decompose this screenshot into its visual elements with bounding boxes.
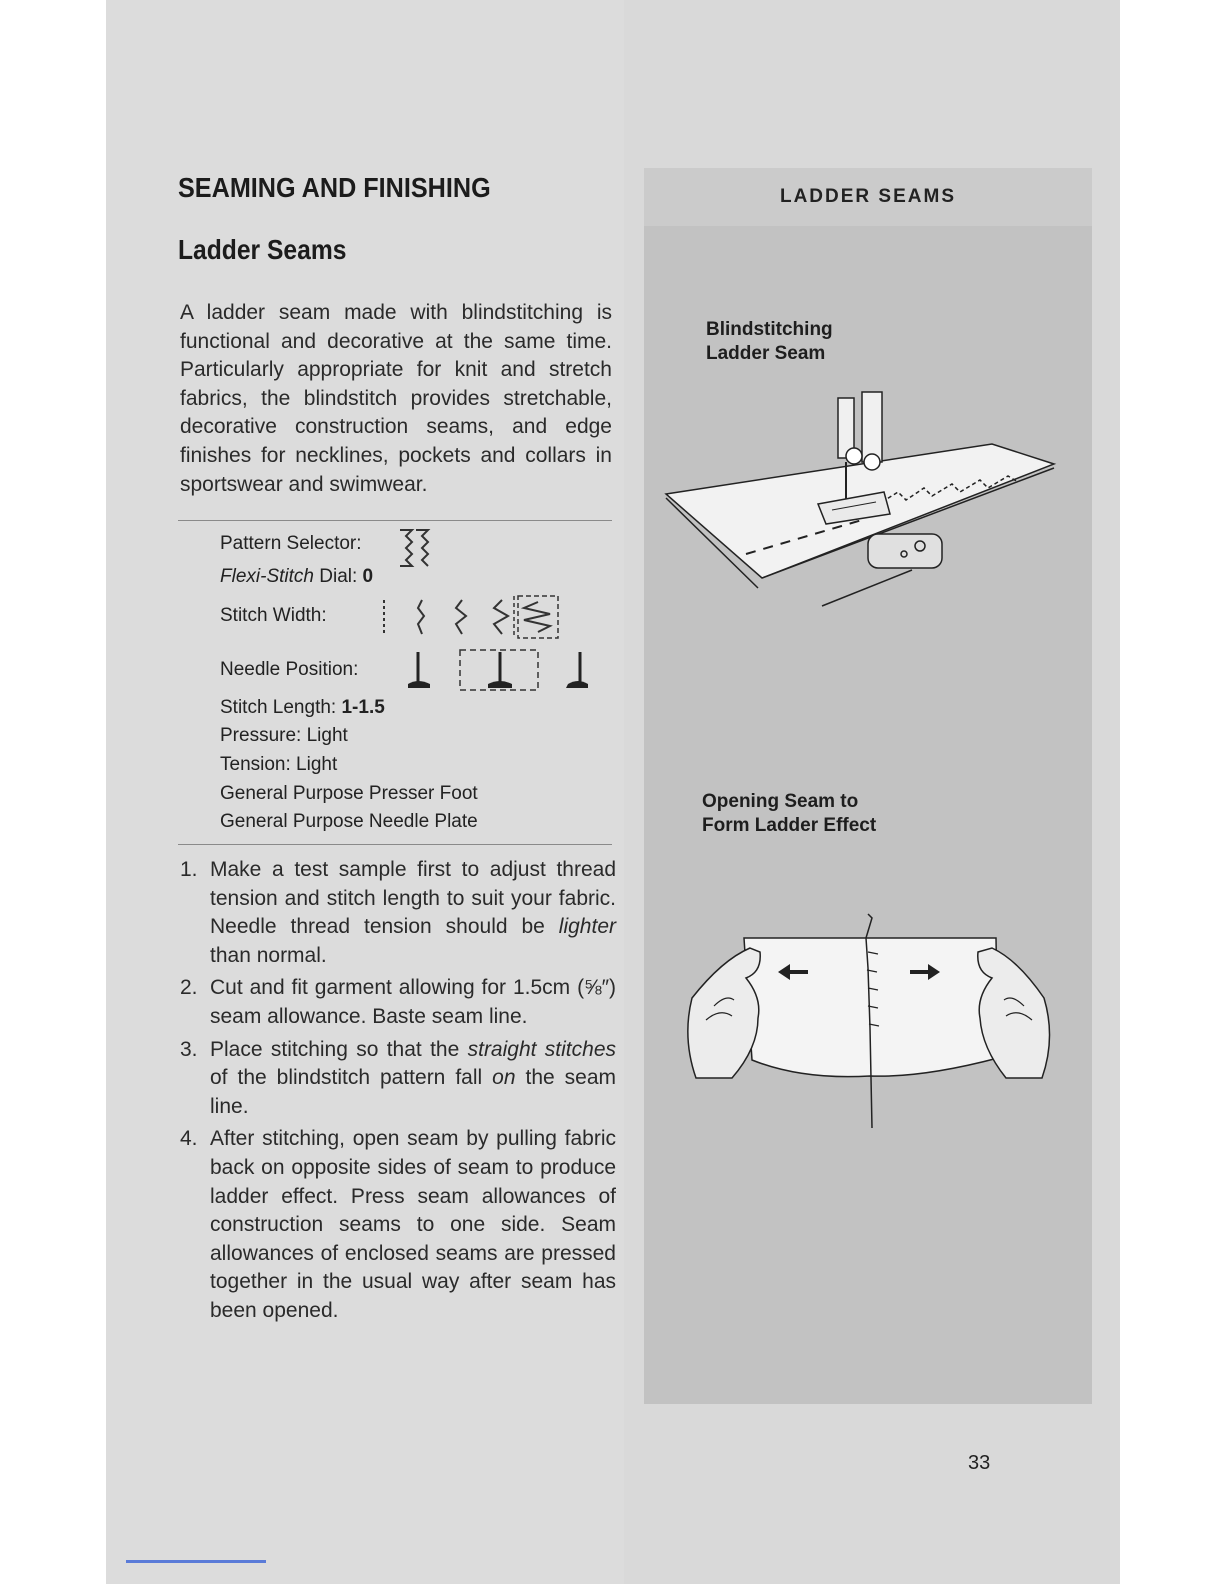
pattern-selector-label: Pattern Selector: (220, 533, 362, 554)
needle-position-row (220, 659, 358, 681)
intro-paragraph: A ladder seam made with blindstitching is functional and decorative at the same time. Particularly appropriate for knit and stretch fabrics, the blindstitch provides stretchable, decorative construction seams, and edge finishes for necklines, pockets and collars in sportswear and swimwear. (180, 301, 612, 496)
tension-setting: Tension: Light (220, 754, 338, 775)
stitch-width-row (220, 605, 327, 627)
settings-bottom-divider (178, 844, 612, 845)
needle-position-label: Needle Position: (220, 659, 359, 680)
flexi-stitch-label: Flexi-Stitch (220, 566, 314, 587)
caption-blindstitching: Blindstitching Ladder Seam (706, 319, 833, 364)
stitch-length-label: Stitch Length: (220, 697, 337, 718)
section-title: SEAMING AND FINISHING (178, 172, 491, 203)
step-item: 3. Place stitching so that the straight stitches of the blindstitch pattern fall on the seam line. (180, 1037, 616, 1118)
stitch-length-value: 1-1.5 (341, 697, 385, 718)
stitch-width-icon (374, 592, 574, 642)
step-item: 2. Cut and fit garment allowing for 1.5cm (⅝″) seam allowance. Baste seam line. (180, 976, 616, 1028)
pressure-setting: Pressure: Light (220, 725, 348, 746)
footer-bar (126, 1560, 266, 1563)
instruction-steps (176, 856, 616, 1330)
illustration-panel (644, 168, 1092, 1404)
flexi-dial-value: 0 (362, 566, 374, 587)
caption-opening-seam: Opening Seam to Form Ladder Effect (702, 791, 877, 836)
page-number: 33 (968, 1452, 991, 1474)
presser-foot-setting: General Purpose Presser Foot (220, 783, 478, 804)
stitch-width-label: Stitch Width: (220, 605, 327, 626)
settings-top-divider (178, 520, 612, 521)
needle-plate-setting: General Purpose Needle Plate (220, 811, 478, 832)
stitch-length-row (220, 697, 385, 719)
needle-position-icon (396, 644, 596, 694)
manual-page (106, 0, 1120, 1584)
flexi-dial-label: Dial: (313, 566, 358, 587)
sewing-machine-illustration (662, 392, 1062, 612)
step-item: 1. Make a test sample first to adjust thread tension and stitch length to suit your fabric. Needle thread tension should be lighter than normal. (180, 858, 616, 967)
panel-title: LADDER SEAMS (779, 186, 956, 207)
step-item: 4. After stitching, open seam by pulling fabric back on opposite sides of seam to produce ladder effect. Press seam allowances of construction seams to one side. Seam allowances of enclosed seams are pressed together in the usual way after seam has been opened. (180, 1127, 616, 1322)
pattern-selector-row (220, 533, 362, 555)
pattern-selector-icon (396, 526, 436, 570)
flexi-stitch-row (220, 566, 373, 588)
hands-opening-seam-illustration (662, 908, 1062, 1138)
subsection-title: Ladder Seams (178, 234, 347, 265)
